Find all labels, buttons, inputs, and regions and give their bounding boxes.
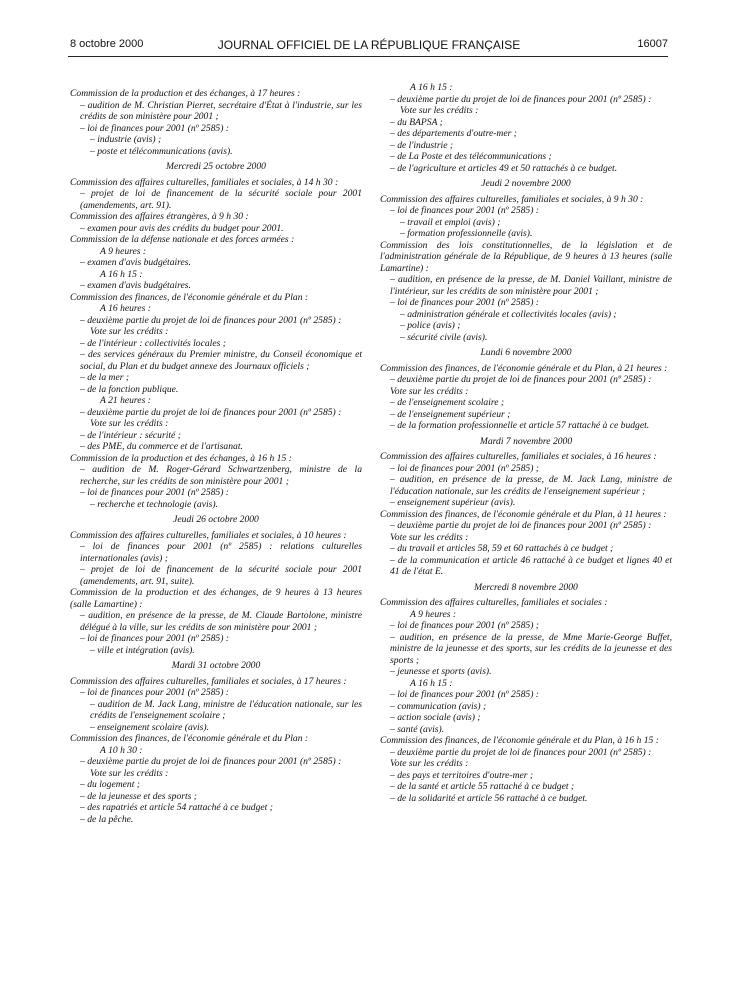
paragraph: Vote sur les crédits : <box>390 758 469 769</box>
paragraph: – loi de finances pour 2001 (nº 2585) : <box>80 687 229 698</box>
paragraph: – industrie (avis) ; <box>90 134 162 145</box>
paragraph: – de l'enseignement scolaire ; <box>390 397 505 408</box>
paragraph: – de La Poste et des télécommunications ; <box>390 151 552 162</box>
paragraph: – enseignement supérieur (avis). <box>390 497 516 508</box>
paragraph: Commission des finances, de l'économie générale et du Plan, à 21 heures : <box>380 362 668 374</box>
paragraph: – audition, en présence de la presse, de Mme Marie-George Buffet, ministre de la jeunesse et des sports, sur les crédits de la jeunesse et des sports ; <box>390 631 672 666</box>
paragraph: – audition, en présence de la presse, de M. Daniel Vaillant, ministre de l'intérieur, sur les crédits de son ministère pour 2001 ; <box>390 274 672 297</box>
section-heading: Jeudi 2 novembre 2000 <box>481 178 571 189</box>
paragraph: Vote sur les crédits : <box>90 418 169 429</box>
section-heading: Lundi 6 novembre 2000 <box>480 347 572 358</box>
paragraph: – enseignement scolaire (avis). <box>90 721 209 733</box>
time-heading: A 21 heures : <box>100 395 151 406</box>
paragraph: Commission des affaires culturelles, familiales et sociales, à 10 heures : <box>70 529 347 541</box>
paragraph: – deuxième partie du projet de loi de finances pour 2001 (nº 2585) : <box>390 374 652 385</box>
paragraph: – projet de loi de financement de la sécurité sociale pour 2001 (amendements, art. 91, suite). <box>80 564 362 587</box>
paragraph: – audition de M. Jack Lang, ministre de l'éducation nationale, sur les crédits de l'enseignement scolaire ; <box>90 698 362 721</box>
time-heading: A 16 heures : <box>100 303 151 314</box>
paragraph: – de l'intérieur : collectivités locales ; <box>80 337 226 349</box>
paragraph: – recherche et technologie (avis). <box>90 498 218 510</box>
right-column <box>380 82 672 804</box>
paragraph: – deuxième partie du projet de loi de finances pour 2001 (nº 2585) : <box>390 746 652 758</box>
paragraph: – deuxième partie du projet de loi de finances pour 2001 (nº 2585) : <box>80 406 342 418</box>
paragraph: Commission des finances, de l'économie générale et du Plan : <box>70 733 309 744</box>
header-title: JOURNAL OFFICIEL DE LA RÉPUBLIQUE FRANÇAISE <box>217 38 521 52</box>
paragraph: – audition de M. Christian Pierret, secrétaire d'État à l'industrie, sur les crédits de son ministère pour 2001 ; <box>80 99 362 122</box>
section-heading: Mardi 7 novembre 2000 <box>479 435 573 447</box>
paragraph: – examen d'avis budgétaires. <box>80 280 191 291</box>
paragraph: Commission des lois constitutionnelles, de la législation et de l'administration générale de la République, de 9 heures à 13 heures (salle Lamartine) : <box>380 239 672 274</box>
time-heading: A 16 h 15 : <box>100 268 143 280</box>
paragraph: Commission des finances, de l'économie générale et du Plan, à 16 h 15 : <box>380 735 659 746</box>
paragraph: – deuxième partie du projet de loi de finances pour 2001 (nº 2585) : <box>80 314 342 326</box>
paragraph: Commission des finances, de l'économie générale et du Plan : <box>70 291 309 303</box>
paragraph: – de la jeunesse et des sports ; <box>80 790 197 802</box>
section-heading: Mardi 31 octobre 2000 <box>171 660 261 671</box>
paragraph: – du logement ; <box>80 779 140 790</box>
paragraph: – loi de finances pour 2001 (nº 2585) : <box>390 689 539 700</box>
paragraph: Commission des affaires culturelles, familiales et sociales, à 9 h 30 : <box>380 193 644 205</box>
paragraph: – police (avis) ; <box>400 320 461 331</box>
header-rule <box>68 56 668 57</box>
paragraph: Vote sur les crédits : <box>390 531 469 543</box>
section-heading: Mercredi 8 novembre 2000 <box>474 581 578 593</box>
paragraph: – ville et intégration (avis). <box>90 644 195 656</box>
paragraph: – de la mer ; <box>80 372 130 383</box>
paragraph: Commission de la production et des échanges, à 16 h 15 : <box>70 452 292 464</box>
paragraph: – des rapatriés et article 54 rattaché à ce budget ; <box>80 802 273 813</box>
paragraph: Vote sur les crédits : <box>90 767 169 779</box>
paragraph: – de la communication et article 46 rattaché à ce budget et lignes 40 et 41 de l'état E. <box>390 554 672 577</box>
paragraph: – administration générale et collectivités locales (avis) ; <box>400 308 617 320</box>
paragraph: – de l'intérieur : sécurité ; <box>80 429 181 441</box>
paragraph: – de la pêche. <box>80 813 134 825</box>
page-header <box>70 38 668 54</box>
left-column <box>70 88 362 825</box>
paragraph: – deuxième partie du projet de loi de finances pour 2001 (nº 2585) : <box>390 520 652 531</box>
paragraph: – des services généraux du Premier ministre, du Conseil économique et social, du Plan et du budget annexe des Journaux officiels ; <box>80 349 362 372</box>
paragraph: – loi de finances pour 2001 (nº 2585) ; <box>390 462 539 474</box>
paragraph: – de la formation professionnelle et article 57 rattaché à ce budget. <box>390 420 650 431</box>
paragraph: – loi de finances pour 2001 (nº 2585) : <box>80 487 229 498</box>
section-heading: Jeudi 26 octobre 2000 <box>173 514 259 525</box>
time-heading: A 9 heures : <box>100 245 147 257</box>
paragraph: – des PME, du commerce et de l'artisanat. <box>80 441 243 452</box>
paragraph: – du travail et articles 58, 59 et 60 rattachés à ce budget ; <box>390 543 614 554</box>
paragraph: – communication (avis) ; <box>390 700 487 712</box>
paragraph: Vote sur les crédits : <box>90 326 169 337</box>
paragraph: – de la santé et article 55 rattaché à ce budget ; <box>390 781 575 792</box>
paragraph: – loi de finances pour 2001 (nº 2585) : <box>390 297 539 308</box>
paragraph: Commission des affaires culturelles, familiales et sociales, à 17 heures : <box>70 675 347 687</box>
paragraph: Commission de la défense nationale et des forces armées : <box>70 234 295 245</box>
paragraph: – audition, en présence de la presse, de M. Jack Lang, ministre de l'éducation nationale, sur les crédits de l'enseignement supérieur ; <box>390 474 672 497</box>
time-heading: A 16 h 15 : <box>410 82 453 93</box>
paragraph: – du BAPSA ; <box>390 116 443 128</box>
paragraph: – audition, en présence de la presse, de M. Claude Bartolone, ministre délégué à la ville, sur les crédits de son ministère pour 2001 ; <box>80 610 362 633</box>
paragraph: – audition de M. Roger-Gérard Schwartzenberg, ministre de la recherche, sur les crédits de son ministère pour 2001 ; <box>80 464 362 487</box>
paragraph: – examen pour avis des crédits du budget pour 2001. <box>80 222 284 234</box>
paragraph: – loi de finances pour 2001 (nº 2585) : relations culturelles internationales (avis) ; <box>80 541 362 564</box>
paragraph: – poste et télécommunications (avis). <box>90 145 233 157</box>
paragraph: Commission des affaires culturelles, familiales et sociales : <box>380 597 608 608</box>
paragraph: Commission des finances, de l'économie générale et du Plan, à 11 heures : <box>380 508 667 520</box>
paragraph: – projet de loi de financement de la sécurité sociale pour 2001 (amendements, art. 91). <box>80 188 362 211</box>
paragraph: – sécurité civile (avis). <box>400 331 488 343</box>
paragraph: Vote sur les crédits : <box>400 105 479 116</box>
header-page-number: 16007 <box>637 38 668 50</box>
paragraph: – de l'enseignement supérieur ; <box>390 408 511 420</box>
paragraph: Commission de la production et des échanges, de 9 heures à 13 heures (salle Lamartine) : <box>70 587 362 610</box>
paragraph: Commission des affaires culturelles, familiales et sociales, à 16 heures : <box>380 451 657 462</box>
section-heading: Mercredi 25 octobre 2000 <box>166 161 266 172</box>
paragraph: – de la fonction publique. <box>80 383 179 395</box>
paragraph: – formation professionnelle (avis). <box>400 228 533 239</box>
paragraph: Commission des affaires étrangères, à 9 h 30 : <box>70 211 249 222</box>
time-heading: A 16 h 15 : <box>410 677 453 689</box>
paragraph: – loi de finances pour 2001 (nº 2585) : <box>80 122 229 134</box>
paragraph: Vote sur les crédits : <box>390 385 469 397</box>
paragraph: – deuxième partie du projet de loi de finances pour 2001 (nº 2585) : <box>390 93 652 105</box>
time-heading: A 10 h 30 : <box>100 744 143 756</box>
paragraph: Commission de la production et des échanges, à 17 heures : <box>70 88 301 99</box>
paragraph: – loi de finances pour 2001 (nº 2585) : <box>390 205 539 216</box>
paragraph: – de l'industrie ; <box>390 139 454 151</box>
paragraph: – santé (avis). <box>390 723 445 735</box>
paragraph: – deuxième partie du projet de loi de finances pour 2001 (nº 2585) : <box>80 756 342 767</box>
time-heading: A 9 heures : <box>410 608 457 620</box>
header-date: 8 octobre 2000 <box>70 38 144 50</box>
paragraph: – examen d'avis budgétaires. <box>80 257 191 268</box>
paragraph: – loi de finances pour 2001 (nº 2585) ; <box>390 620 539 631</box>
paragraph: – loi de finances pour 2001 (nº 2585) : <box>80 633 229 644</box>
paragraph: – de la solidarité et article 56 rattaché à ce budget. <box>390 792 588 804</box>
paragraph: – des pays et territoires d'outre-mer ; <box>390 769 534 781</box>
paragraph: – travail et emploi (avis) ; <box>400 216 501 228</box>
paragraph: Commission des affaires culturelles, familiales et sociales, à 14 h 30 : <box>70 176 339 188</box>
paragraph: – jeunesse et sports (avis). <box>390 666 492 677</box>
paragraph: – des départements d'outre-mer ; <box>390 128 517 139</box>
paragraph: – action sociale (avis) ; <box>390 712 481 723</box>
paragraph: – de l'agriculture et articles 49 et 50 rattachés à ce budget. <box>390 162 618 174</box>
